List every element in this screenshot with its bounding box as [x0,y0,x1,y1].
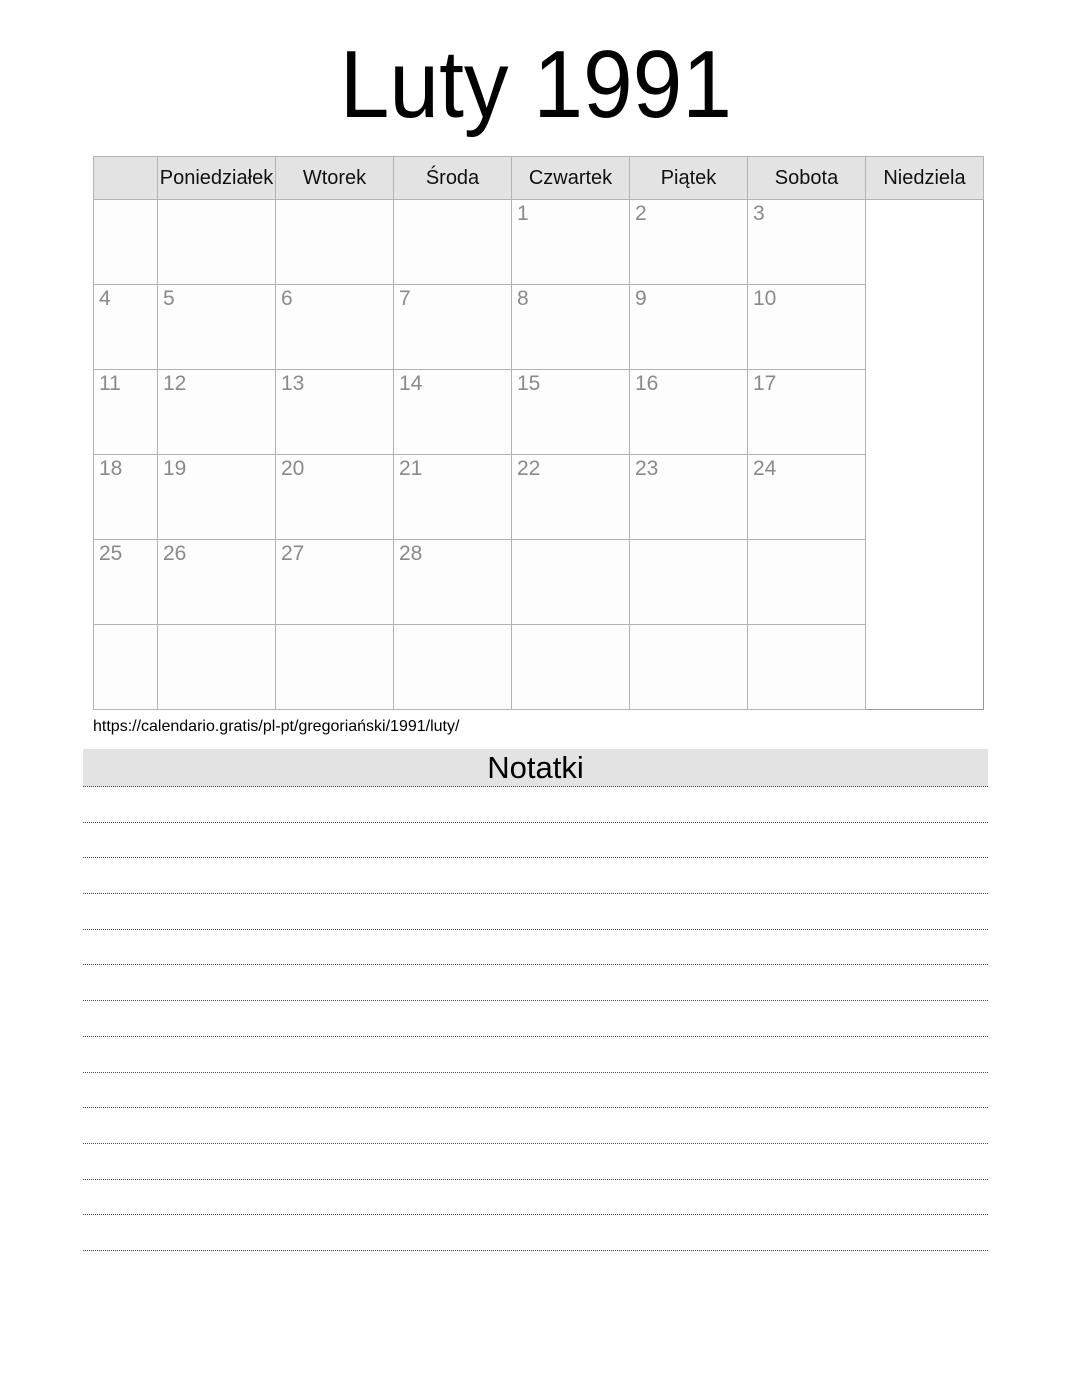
day-cell [276,625,394,710]
day-number: 11 [99,372,121,395]
day-header-monday: Poniedziałek [158,157,276,200]
day-number [748,540,865,542]
day-number [276,625,393,627]
source-url: https://calendario.gratis/pl-pt/gregoriański/1991/luty/ [93,718,460,735]
day-number: 20 [281,457,305,480]
day-cell [394,370,512,455]
day-cell [394,455,512,540]
day-cell [94,540,158,625]
day-number [512,540,629,542]
day-cell [94,370,158,455]
notes-line [83,787,988,823]
day-number: 21 [399,457,423,480]
day-cell [748,370,866,455]
day-header-thursday: Czwartek [512,157,630,200]
day-cell [276,540,394,625]
day-cell [394,285,512,370]
week-number-column [94,157,158,200]
day-number: 9 [635,287,647,310]
day-number: 5 [163,287,175,310]
day-number: 16 [635,372,659,395]
day-cell [630,370,748,455]
day-cell [630,540,748,625]
day-number: 15 [517,372,541,395]
day-number: 22 [517,457,541,480]
day-cell [158,625,276,710]
day-cell [94,285,158,370]
day-number: 7 [399,287,411,310]
day-cell [512,625,630,710]
day-cell [512,200,630,285]
day-cell [748,285,866,370]
day-number: 4 [99,287,111,310]
day-number: 12 [163,372,187,395]
calendar-week-row [94,540,984,625]
day-number: 8 [517,287,529,310]
day-header-tuesday: Wtorek [276,157,394,200]
notes-line [83,1073,988,1109]
day-number: 19 [163,457,187,480]
day-number [276,200,393,202]
notes-line [83,823,988,859]
day-number [394,200,511,202]
day-cell [276,200,394,285]
notes-line [83,894,988,930]
notes-line [83,1144,988,1180]
day-number: 3 [753,202,765,225]
calendar-header-row [94,157,984,200]
day-number: 1 [517,202,529,225]
day-number: 26 [163,542,187,565]
calendar-week-row [94,285,984,370]
day-number [748,625,865,627]
day-cell [276,370,394,455]
day-cell [748,200,866,285]
notes-line [83,858,988,894]
calendar-table [93,156,984,710]
notes-line [83,965,988,1001]
notes-lines [0,787,1071,1251]
day-cell [94,625,158,710]
day-number: 25 [99,542,123,565]
notes-line [83,1180,988,1216]
day-number [94,625,157,627]
day-cell [748,540,866,625]
day-number [158,200,275,202]
day-number: 6 [281,287,293,310]
day-cell [748,625,866,710]
day-cell [630,285,748,370]
day-cell [512,455,630,540]
day-cell [512,285,630,370]
notes-line [83,1215,988,1251]
day-cell [158,285,276,370]
day-number: 10 [753,287,777,310]
day-number: 13 [281,372,305,395]
day-header-saturday: Sobota [748,157,866,200]
calendar-week-row [94,455,984,540]
notes-line [83,1037,988,1073]
day-number [158,625,275,627]
calendar-header [94,157,984,200]
day-header-wednesday: Środa [394,157,512,200]
day-number [630,540,747,542]
day-number: 14 [399,372,423,395]
day-cell [158,455,276,540]
notes-line [83,930,988,966]
day-cell [394,625,512,710]
page-title-text: Luty 1991 [339,31,732,138]
day-number: 2 [635,202,647,225]
day-cell [748,455,866,540]
day-cell [512,540,630,625]
day-number: 17 [753,372,777,395]
day-number: 18 [99,457,123,480]
day-number: 27 [281,542,305,565]
day-cell [158,200,276,285]
day-cell [276,285,394,370]
calendar-week-row [94,200,984,285]
calendar-body [94,200,984,710]
day-number [94,200,157,202]
calendar-week-row [94,370,984,455]
day-number: 23 [635,457,659,480]
day-cell [630,455,748,540]
day-number: 28 [399,542,423,565]
day-cell [94,200,158,285]
day-cell [394,200,512,285]
day-cell [630,200,748,285]
day-cell [276,455,394,540]
day-cell [158,370,276,455]
day-cell [512,370,630,455]
notes-line [83,1001,988,1037]
day-header-sunday: Niedziela [866,157,984,200]
day-cell [94,455,158,540]
day-cell [394,540,512,625]
day-header-friday: Piątek [630,157,748,200]
day-number [394,625,511,627]
day-number: 24 [753,457,777,480]
day-number [512,625,629,627]
day-number [630,625,747,627]
notes-line [83,1108,988,1144]
day-cell [158,540,276,625]
page-title [0,0,1071,145]
day-cell [630,625,748,710]
calendar-week-row [94,625,984,710]
notes-header: Notatki [83,749,988,787]
